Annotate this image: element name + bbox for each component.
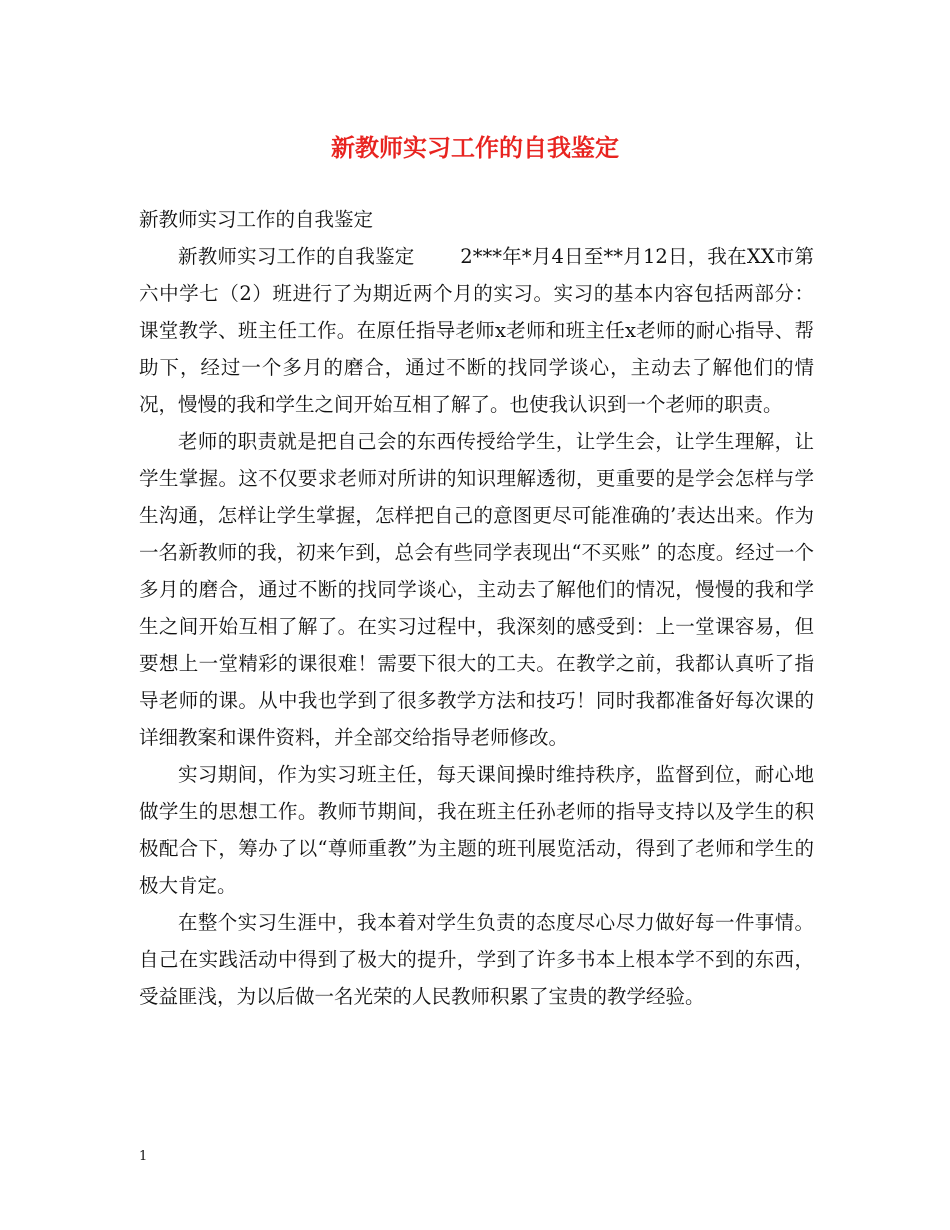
- page-number: 1: [139, 1149, 148, 1164]
- body-paragraph: 在整个实习生涯中，我本着对学生负责的态度尽心尽力做好每一件事情。自己在实践活动中得到了极大的提升，学到了许多书本上根本学不到的东西，受益匪浅，为以后做一名光荣的人民教师积累了宝贵的教学经验。: [139, 911, 814, 1008]
- body-paragraph: 新教师实习工作的自我鉴定 2***年*月4日至**月12日，我在XX市第六中学七（2）班进行了为期近两个月的实习。实习的基本内容包括两部分：课堂教学、班主任工作。在原任指导老师x老师和班主任x老师的耐心指导、帮助下，经过一个多月的磨合，通过不断的找同学谈心，主动去了解他们的情况，慢慢的我和学生之间开始互相了解了。也使我认识到一个老师的职责。: [139, 245, 814, 416]
- body-paragraph: 老师的职责就是把自己会的东西传授给学生，让学生会，让学生理解，让学生掌握。这不仅要求老师对所讲的知识理解透彻，更重要的是学会怎样与学生沟通，怎样让学生掌握，怎样把自己的意图更尽可能准确的’表达出来。作为一名新教师的我，初来乍到，总会有些同学表现出“不买账” 的态度。经过一个多月的磨合，通过不断的找同学谈心，主动去了解他们的情况，慢慢的我和学生之间开始互相了解了。在实习过程中，我深刻的感受到：上一堂课容易，但要想上一堂精彩的课很难！需要下很大的工夫。在教学之前，我都认真听了指导老师的课。从中我也学到了很多教学方法和技巧！同时我都准备好每次课的详细教案和课件资料，并全部交给指导老师修改。: [139, 430, 814, 749]
- document-body: [139, 201, 814, 1015]
- document-title: 新教师实习工作的自我鉴定: [331, 133, 619, 162]
- body-paragraph: 实习期间，作为实习班主任，每天课间操时维持秩序，监督到位，耐心地做学生的思想工作。教师节期间，我在班主任孙老师的指导支持以及学生的积极配合下，筹办了以“尊师重教”为主题的班刊展览活动，得到了老师和学生的极大肯定。: [139, 763, 814, 897]
- body-paragraph-heading: 新教师实习工作的自我鉴定: [139, 208, 374, 231]
